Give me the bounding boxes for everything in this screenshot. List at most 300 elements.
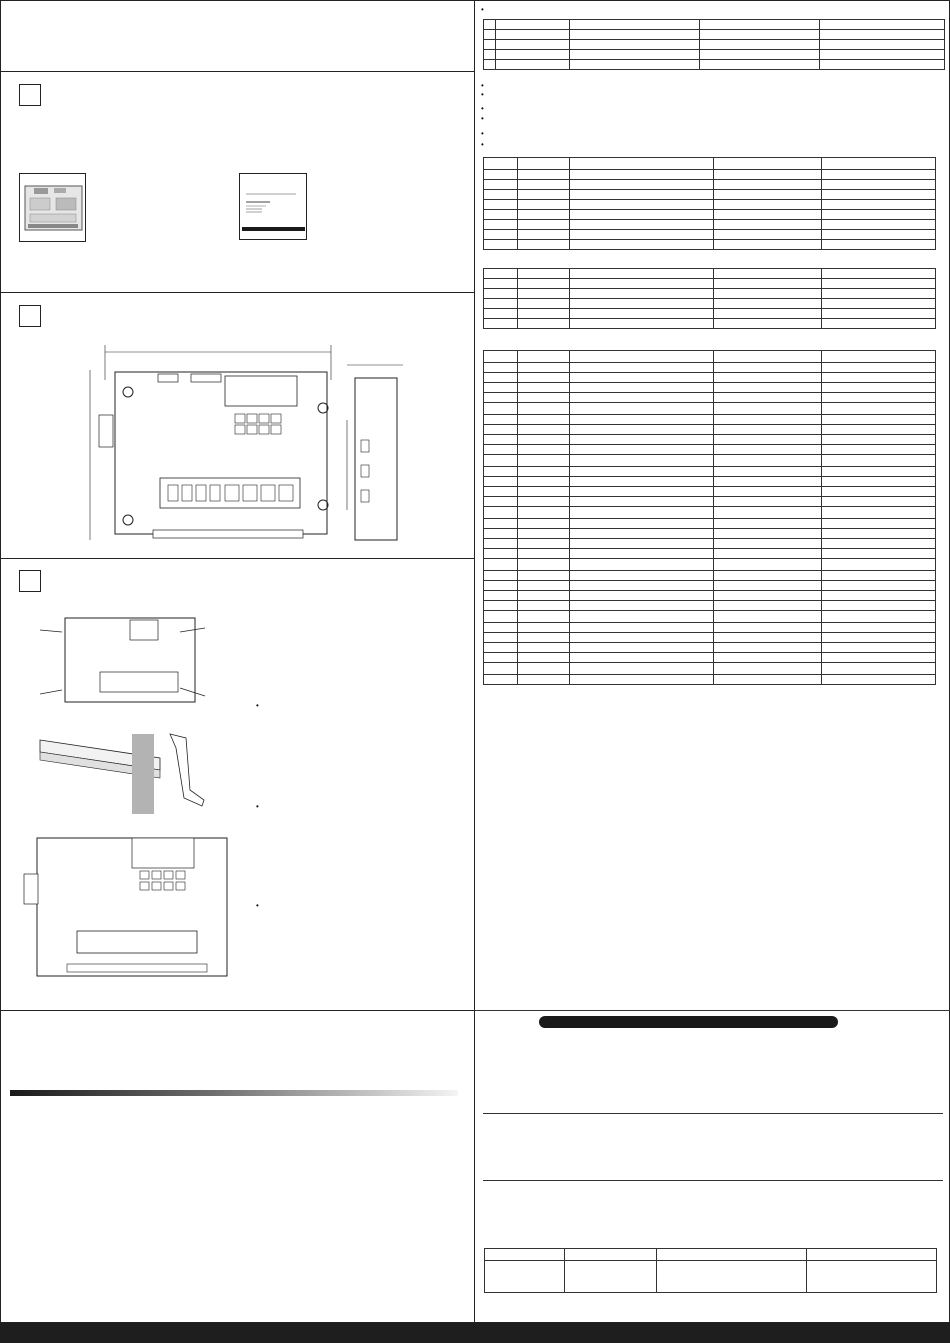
table-row [484, 559, 936, 571]
quick-guide-sheet [239, 173, 307, 240]
table-cell [822, 675, 936, 685]
table-cell [570, 653, 714, 663]
table-cell [518, 633, 570, 643]
table-cell [822, 487, 936, 497]
table-cell [822, 611, 936, 623]
table-cell [714, 455, 822, 467]
table-row [484, 170, 936, 180]
table-cell [484, 633, 518, 643]
table-cell [518, 445, 570, 455]
table-cell [518, 591, 570, 601]
table-cell [484, 269, 518, 279]
table-cell [570, 200, 714, 210]
right-bullet-1: • [481, 81, 484, 90]
table-cell [822, 601, 936, 611]
table-cell [570, 170, 714, 180]
table-cell [714, 675, 822, 685]
table-cell [484, 299, 518, 309]
table-cell [484, 497, 518, 507]
right-bullet-4: • [481, 114, 484, 123]
table-cell [820, 60, 945, 70]
table-cell [518, 240, 570, 250]
table-cell [570, 279, 714, 289]
table-cell [714, 309, 822, 319]
table-cell [484, 190, 518, 200]
table-cell [518, 220, 570, 230]
table-row [484, 309, 936, 319]
table-cell [714, 467, 822, 477]
table-row [484, 467, 936, 477]
table-cell [822, 435, 936, 445]
table-cell [484, 601, 518, 611]
table-row [484, 220, 936, 230]
gradient-divider [10, 1090, 458, 1096]
table-cell [822, 519, 936, 529]
table-cell [484, 549, 518, 559]
table-cell [714, 559, 822, 571]
table-cell [822, 415, 936, 425]
table-cell [570, 623, 714, 633]
table-cell [714, 571, 822, 581]
table-cell [714, 529, 822, 539]
table-cell [820, 40, 945, 50]
guide-sheet-illustration [240, 174, 308, 241]
table-cell [484, 210, 518, 220]
table-cell [822, 393, 936, 403]
table-cell [570, 373, 714, 383]
step-marker-3 [19, 570, 41, 592]
table-cell [714, 240, 822, 250]
right-bullet-5: • [481, 129, 484, 138]
table-cell [484, 393, 518, 403]
left-bottom-panel [0, 1010, 475, 1323]
compliance-table [484, 1248, 937, 1293]
table-cell [714, 210, 822, 220]
table-cell [822, 623, 936, 633]
table-cell [570, 601, 714, 611]
table-cell [822, 240, 936, 250]
table-cell [570, 497, 714, 507]
table-row [484, 529, 936, 539]
table-row [484, 675, 936, 685]
table-cell [496, 20, 570, 30]
table-row [484, 240, 936, 250]
table-row [484, 497, 936, 507]
table-cell [822, 507, 936, 519]
table-cell [714, 549, 822, 559]
footer-bar [0, 1323, 950, 1343]
table-row [484, 611, 936, 623]
table-cell [484, 50, 496, 60]
table-cell [570, 581, 714, 591]
table-cell [714, 393, 822, 403]
table-cell [484, 559, 518, 571]
table-cell [570, 220, 714, 230]
table-cell [822, 158, 936, 170]
right-bullet-3: • [481, 104, 484, 113]
table-cell [570, 351, 714, 363]
table-row [484, 363, 936, 373]
table-cell [714, 435, 822, 445]
table-cell [822, 581, 936, 591]
table-cell [484, 363, 518, 373]
table-cell [518, 435, 570, 445]
table-cell [484, 663, 518, 675]
table-cell [484, 403, 518, 415]
table-cell [570, 40, 700, 50]
table-cell [570, 158, 714, 170]
table-cell [484, 20, 496, 30]
table-cell [822, 643, 936, 653]
table-cell [484, 611, 518, 623]
table-cell [518, 415, 570, 425]
table-row [484, 158, 936, 170]
table-cell [518, 319, 570, 329]
table-cell [714, 220, 822, 230]
table-cell [570, 663, 714, 675]
table-cell [518, 611, 570, 623]
table-cell [822, 549, 936, 559]
table-cell [822, 373, 936, 383]
table-cell [496, 40, 570, 50]
table-cell [714, 507, 822, 519]
table-cell [484, 40, 496, 50]
table-cell [570, 675, 714, 685]
table-cell [496, 30, 570, 40]
table-cell [484, 445, 518, 455]
table-row [484, 623, 936, 633]
table-cell [570, 60, 700, 70]
table-row [484, 653, 936, 663]
table-a [483, 19, 945, 70]
table-cell [518, 269, 570, 279]
table-cell [570, 571, 714, 581]
table-cell [820, 50, 945, 60]
table-cell [484, 653, 518, 663]
table-cell [570, 299, 714, 309]
table-row [484, 425, 936, 435]
table-cell [570, 190, 714, 200]
mounting-board-screws [40, 612, 220, 712]
table-cell [484, 415, 518, 425]
table-cell [518, 497, 570, 507]
table-cell [700, 60, 820, 70]
table-cell [518, 158, 570, 170]
table-cell [484, 507, 518, 519]
dimension-drawing [85, 340, 415, 550]
table-cell [518, 190, 570, 200]
table-cell [570, 487, 714, 497]
table-cell [822, 663, 936, 675]
table-cell [570, 591, 714, 601]
table-cell [570, 210, 714, 220]
table-cell [484, 200, 518, 210]
table-cell [570, 50, 700, 60]
table-cell [496, 50, 570, 60]
table-cell [820, 20, 945, 30]
table-cell [714, 383, 822, 393]
table-cell [570, 393, 714, 403]
table-cell [714, 415, 822, 425]
section-heading-pill [539, 1016, 838, 1028]
table-row [484, 415, 936, 425]
table-cell [570, 425, 714, 435]
table-cell [518, 507, 570, 519]
table-cell [570, 415, 714, 425]
table-cell [484, 351, 518, 363]
table-cell [518, 170, 570, 180]
table-cell [518, 200, 570, 210]
right-bullet-6: • [481, 140, 484, 149]
table-cell [822, 571, 936, 581]
table-row [485, 1261, 937, 1293]
table-cell [484, 158, 518, 170]
table-cell [518, 539, 570, 549]
table-cell [714, 643, 822, 653]
table-cell [822, 200, 936, 210]
table-cell [714, 445, 822, 455]
table-cell [822, 289, 936, 299]
table-cell [518, 425, 570, 435]
table-row [484, 60, 945, 70]
table-row [484, 601, 936, 611]
table-cell [484, 477, 518, 487]
table-row [484, 393, 936, 403]
table-row [484, 581, 936, 591]
table-cell [714, 319, 822, 329]
table-cell [570, 30, 700, 40]
table-row [484, 507, 936, 519]
table-cell [518, 299, 570, 309]
table-cell [518, 675, 570, 685]
table-cell [570, 435, 714, 445]
table-cell [496, 60, 570, 70]
table-cell [714, 180, 822, 190]
table-cell [570, 529, 714, 539]
table-cell [822, 455, 936, 467]
table-cell [518, 403, 570, 415]
mounting-board-din [12, 826, 232, 986]
table-cell [714, 497, 822, 507]
table-cell [822, 220, 936, 230]
table-row [484, 50, 945, 60]
table-cell [714, 477, 822, 487]
table-cell [518, 581, 570, 591]
table-cell [484, 279, 518, 289]
table-cell [822, 210, 936, 220]
table-cell [570, 309, 714, 319]
table-cell [518, 549, 570, 559]
table-cell [714, 591, 822, 601]
table-cell [714, 190, 822, 200]
table-cell [518, 279, 570, 289]
table-cell [700, 20, 820, 30]
table-cell [714, 623, 822, 633]
table-cell [484, 539, 518, 549]
table-cell [570, 289, 714, 299]
table-cell [570, 539, 714, 549]
table-row [484, 487, 936, 497]
table-cell [822, 319, 936, 329]
table-cell [570, 455, 714, 467]
table-cell [518, 351, 570, 363]
table-cell [484, 467, 518, 477]
step-marker-2 [19, 305, 41, 327]
table-cell [822, 363, 936, 373]
controller-photo [19, 173, 86, 242]
table-row [485, 1249, 937, 1261]
table-cell [570, 519, 714, 529]
table-cell [484, 529, 518, 539]
table-row [484, 403, 936, 415]
table-row [484, 519, 936, 529]
table-cell [518, 477, 570, 487]
table-cell [518, 210, 570, 220]
controller-illustration [20, 174, 87, 243]
table-cell [484, 240, 518, 250]
table-row [484, 269, 936, 279]
table-cell [518, 559, 570, 571]
table-row [484, 643, 936, 653]
rule-2 [483, 1180, 943, 1181]
table-cell [570, 549, 714, 559]
table-cell [822, 190, 936, 200]
table-cell [822, 269, 936, 279]
table-cell [484, 383, 518, 393]
table-row [484, 289, 936, 299]
table-cell [518, 383, 570, 393]
table-cell [822, 529, 936, 539]
table-cell [700, 50, 820, 60]
table-cell [714, 581, 822, 591]
table-cell [714, 403, 822, 415]
table-row [484, 230, 936, 240]
table-cell [714, 663, 822, 675]
table-cell [570, 230, 714, 240]
table-cell [518, 180, 570, 190]
table-cell [822, 497, 936, 507]
right-bullet-0: • [481, 5, 484, 14]
table-cell [570, 477, 714, 487]
table-cell [714, 170, 822, 180]
table-cell [822, 351, 936, 363]
table-row [484, 445, 936, 455]
left-header-panel [0, 0, 475, 72]
table-cell [822, 425, 936, 435]
table-row [484, 373, 936, 383]
table-cell [484, 675, 518, 685]
table-cell [484, 30, 496, 40]
right-divider-top [474, 1010, 950, 1011]
table-row [484, 299, 936, 309]
table-row [484, 383, 936, 393]
table-cell [484, 571, 518, 581]
table-cell [518, 373, 570, 383]
table-cell [822, 180, 936, 190]
table-cell [822, 403, 936, 415]
table-row [484, 549, 936, 559]
table-cell [822, 170, 936, 180]
table-cell [570, 363, 714, 373]
table-cell [822, 591, 936, 601]
table-cell [822, 653, 936, 663]
table-cell [822, 477, 936, 487]
table-cell [570, 383, 714, 393]
table-d [483, 350, 936, 685]
table-cell [714, 425, 822, 435]
table-cell [518, 529, 570, 539]
table-cell [518, 455, 570, 467]
table-c [483, 268, 936, 329]
table-cell [822, 633, 936, 643]
table-row [484, 663, 936, 675]
table-cell [714, 611, 822, 623]
table-row [484, 435, 936, 445]
table-cell [714, 230, 822, 240]
table-cell [714, 539, 822, 549]
table-b [483, 157, 936, 250]
table-cell [518, 663, 570, 675]
table-row [484, 190, 936, 200]
table-cell [822, 299, 936, 309]
table-cell [484, 170, 518, 180]
table-cell [484, 425, 518, 435]
table-cell [484, 519, 518, 529]
table-cell [570, 180, 714, 190]
table-cell [484, 455, 518, 467]
table-row [484, 319, 936, 329]
table-cell [570, 507, 714, 519]
table-row [484, 40, 945, 50]
table-cell [714, 363, 822, 373]
table-cell [570, 269, 714, 279]
table-cell [518, 571, 570, 581]
table-cell [570, 445, 714, 455]
table-cell [570, 467, 714, 477]
table-cell [484, 289, 518, 299]
table-cell [484, 591, 518, 601]
table-cell [822, 467, 936, 477]
table-cell [484, 309, 518, 319]
table-cell [570, 643, 714, 653]
table-cell [518, 519, 570, 529]
din-rail-illustration [40, 728, 220, 818]
mounting-bullet-2: • [256, 802, 259, 811]
table-cell [822, 309, 936, 319]
right-bullet-2: • [481, 90, 484, 99]
table-cell [484, 60, 496, 70]
table-cell [822, 539, 936, 549]
table-cell [484, 487, 518, 497]
rule-1 [483, 1113, 943, 1114]
table-cell [822, 383, 936, 393]
table-cell [518, 309, 570, 319]
step-marker-1 [19, 84, 41, 106]
table-row [484, 30, 945, 40]
table-cell [484, 230, 518, 240]
table-cell [714, 279, 822, 289]
table-cell [484, 623, 518, 633]
table-cell [570, 611, 714, 623]
table-cell [714, 487, 822, 497]
table-cell [822, 559, 936, 571]
table-cell [484, 373, 518, 383]
table-row [484, 571, 936, 581]
table-cell [570, 20, 700, 30]
table-cell [518, 653, 570, 663]
table-cell [484, 180, 518, 190]
table-cell [518, 289, 570, 299]
